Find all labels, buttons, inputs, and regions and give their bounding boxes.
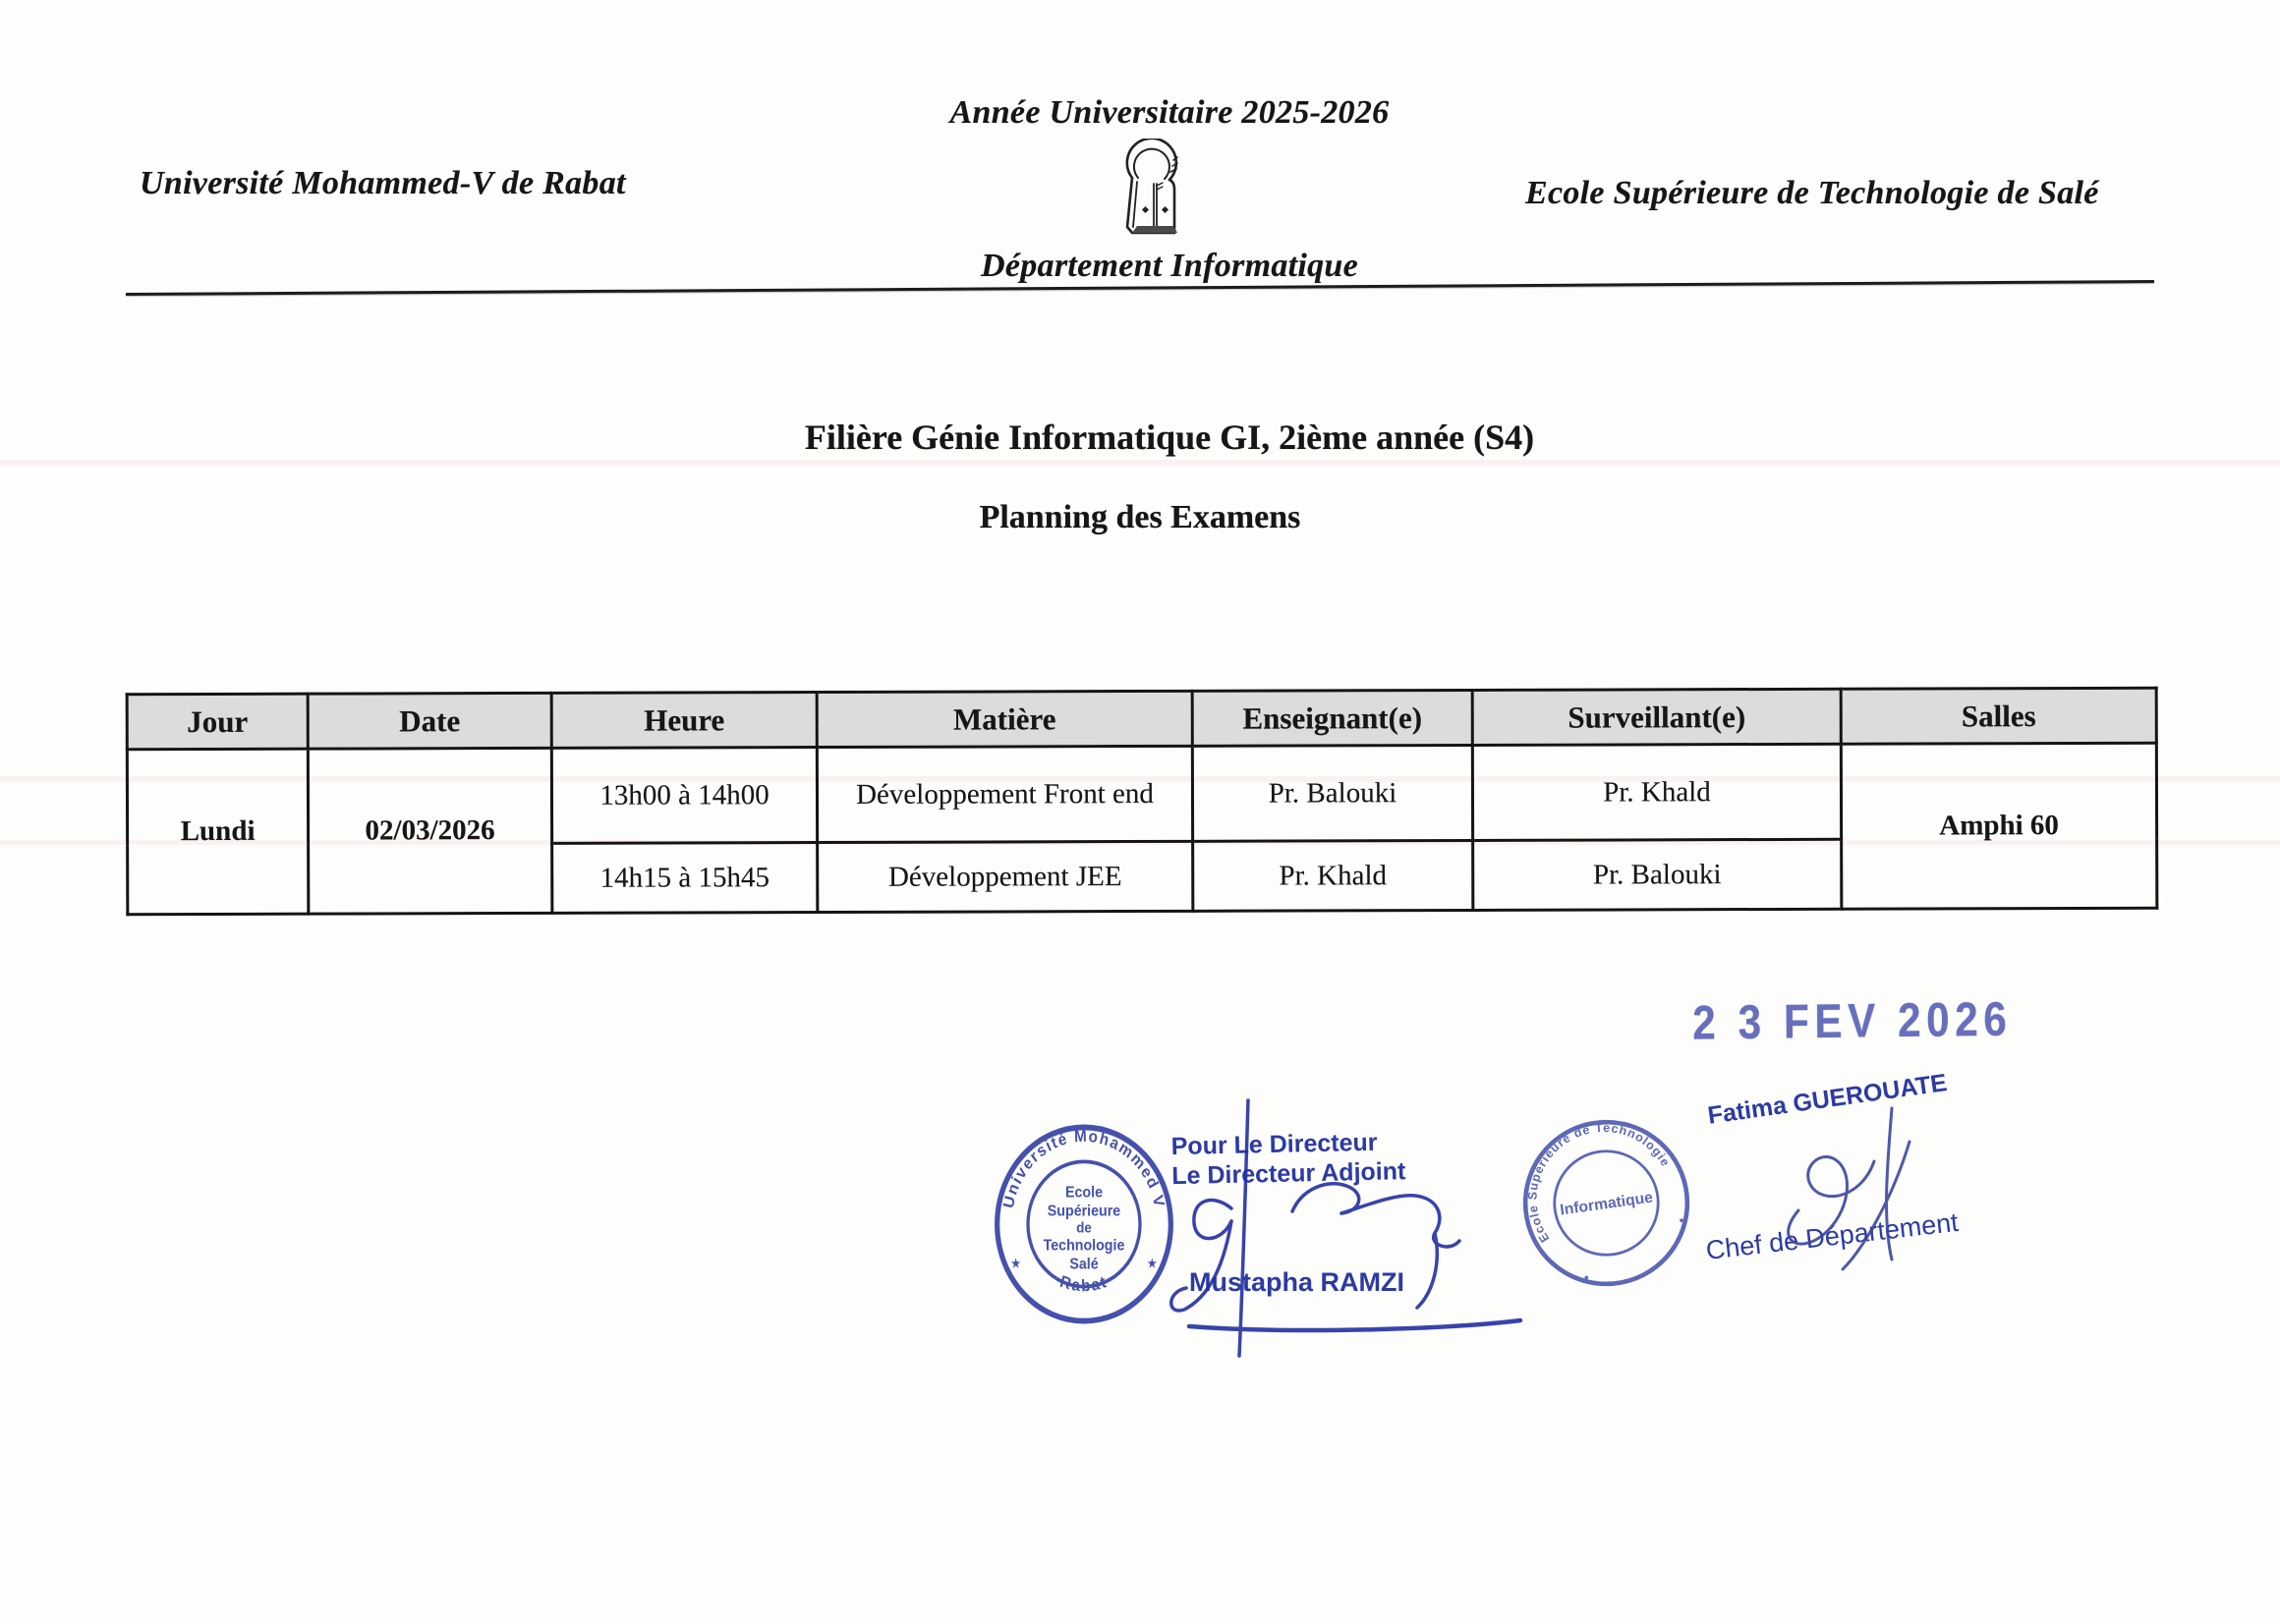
col-header-salles: Salles — [1841, 688, 2156, 744]
table-row — [127, 743, 2156, 844]
scan-artifact-band — [0, 460, 2280, 466]
table-header-row — [127, 688, 2156, 749]
seal-ring-bottom-text: Rabat — [1057, 1271, 1111, 1296]
document-subtitle: Planning des Examens — [979, 499, 1301, 535]
seal-inner-line: Technologie — [1043, 1236, 1125, 1255]
cell-time: 13h00 à 14h00 — [551, 748, 817, 844]
seal-inner-line: Salé — [1069, 1255, 1099, 1273]
director-signature — [1155, 1095, 1538, 1361]
document-title: Filière Génie Informatique GI, 2ième année (S4) — [804, 418, 1535, 457]
department-seal-stamp — [1515, 1112, 1697, 1294]
director-line2: Le Directeur Adjoint — [1171, 1156, 1406, 1190]
cell-day: Lundi — [127, 749, 309, 915]
department-head-signature — [1744, 1100, 1961, 1277]
director-line1: Pour Le Directeur — [1170, 1128, 1378, 1161]
seal-inner-text: Informatique — [1559, 1189, 1654, 1219]
school-logo-icon — [1113, 139, 1182, 240]
department-head-title: Chef de Département — [1704, 1206, 1961, 1265]
col-header-enseignant: Enseignant(e) — [1192, 690, 1472, 746]
university-name: Université Mohammed-V de Rabat — [140, 165, 626, 201]
director-name: Mustapha RAMZI — [1189, 1267, 1404, 1297]
svg-text:Rabat — [1058, 1272, 1111, 1296]
seal-ring-text: Ecole Supérieure de Technologie — [1525, 1120, 1674, 1245]
col-header-heure: Heure — [551, 693, 817, 749]
cell-proctor: Pr. Khald — [1472, 744, 1841, 840]
cell-subject: Développement Front end — [817, 746, 1192, 842]
logo-threshold — [1132, 226, 1177, 233]
seal-ring-top-text: Université Mohammed V — [999, 1126, 1168, 1210]
seal-star-icon: ★ — [1146, 1255, 1158, 1271]
col-header-matiere: Matière — [817, 691, 1192, 747]
university-seal-stamp — [991, 1120, 1177, 1328]
academic-year: Année Universitaire 2025-2026 — [949, 94, 1390, 131]
cell-teacher: Pr. Balouki — [1192, 745, 1472, 841]
exam-schedule-table — [126, 687, 2159, 916]
col-header-date: Date — [308, 693, 551, 749]
cell-room: Amphi 60 — [1841, 743, 2157, 909]
date-received-stamp: 2 3 FEV 2026 — [1692, 991, 2013, 1050]
seal-star-icon: ★ — [1010, 1255, 1022, 1271]
school-name: Ecole Supérieure de Technologie de Salé — [1525, 175, 2099, 211]
cell-time: 14h15 à 15h45 — [552, 843, 818, 914]
cell-subject: Développement JEE — [818, 841, 1193, 912]
department-head-name: Fatima GUEROUATE — [1705, 1068, 1949, 1130]
seal-inner-line: Ecole — [1065, 1183, 1103, 1202]
cell-teacher: Pr. Khald — [1193, 840, 1473, 911]
cell-proctor: Pr. Balouki — [1473, 839, 1842, 910]
col-header-surveillant: Surveillant(e) — [1472, 689, 1841, 745]
department-name: Département Informatique — [980, 248, 1359, 284]
col-header-jour: Jour — [127, 694, 308, 750]
seal-inner-line: Supérieure — [1047, 1202, 1121, 1220]
seal-inner-line: de — [1076, 1218, 1092, 1236]
cell-date: 02/03/2026 — [308, 748, 552, 914]
